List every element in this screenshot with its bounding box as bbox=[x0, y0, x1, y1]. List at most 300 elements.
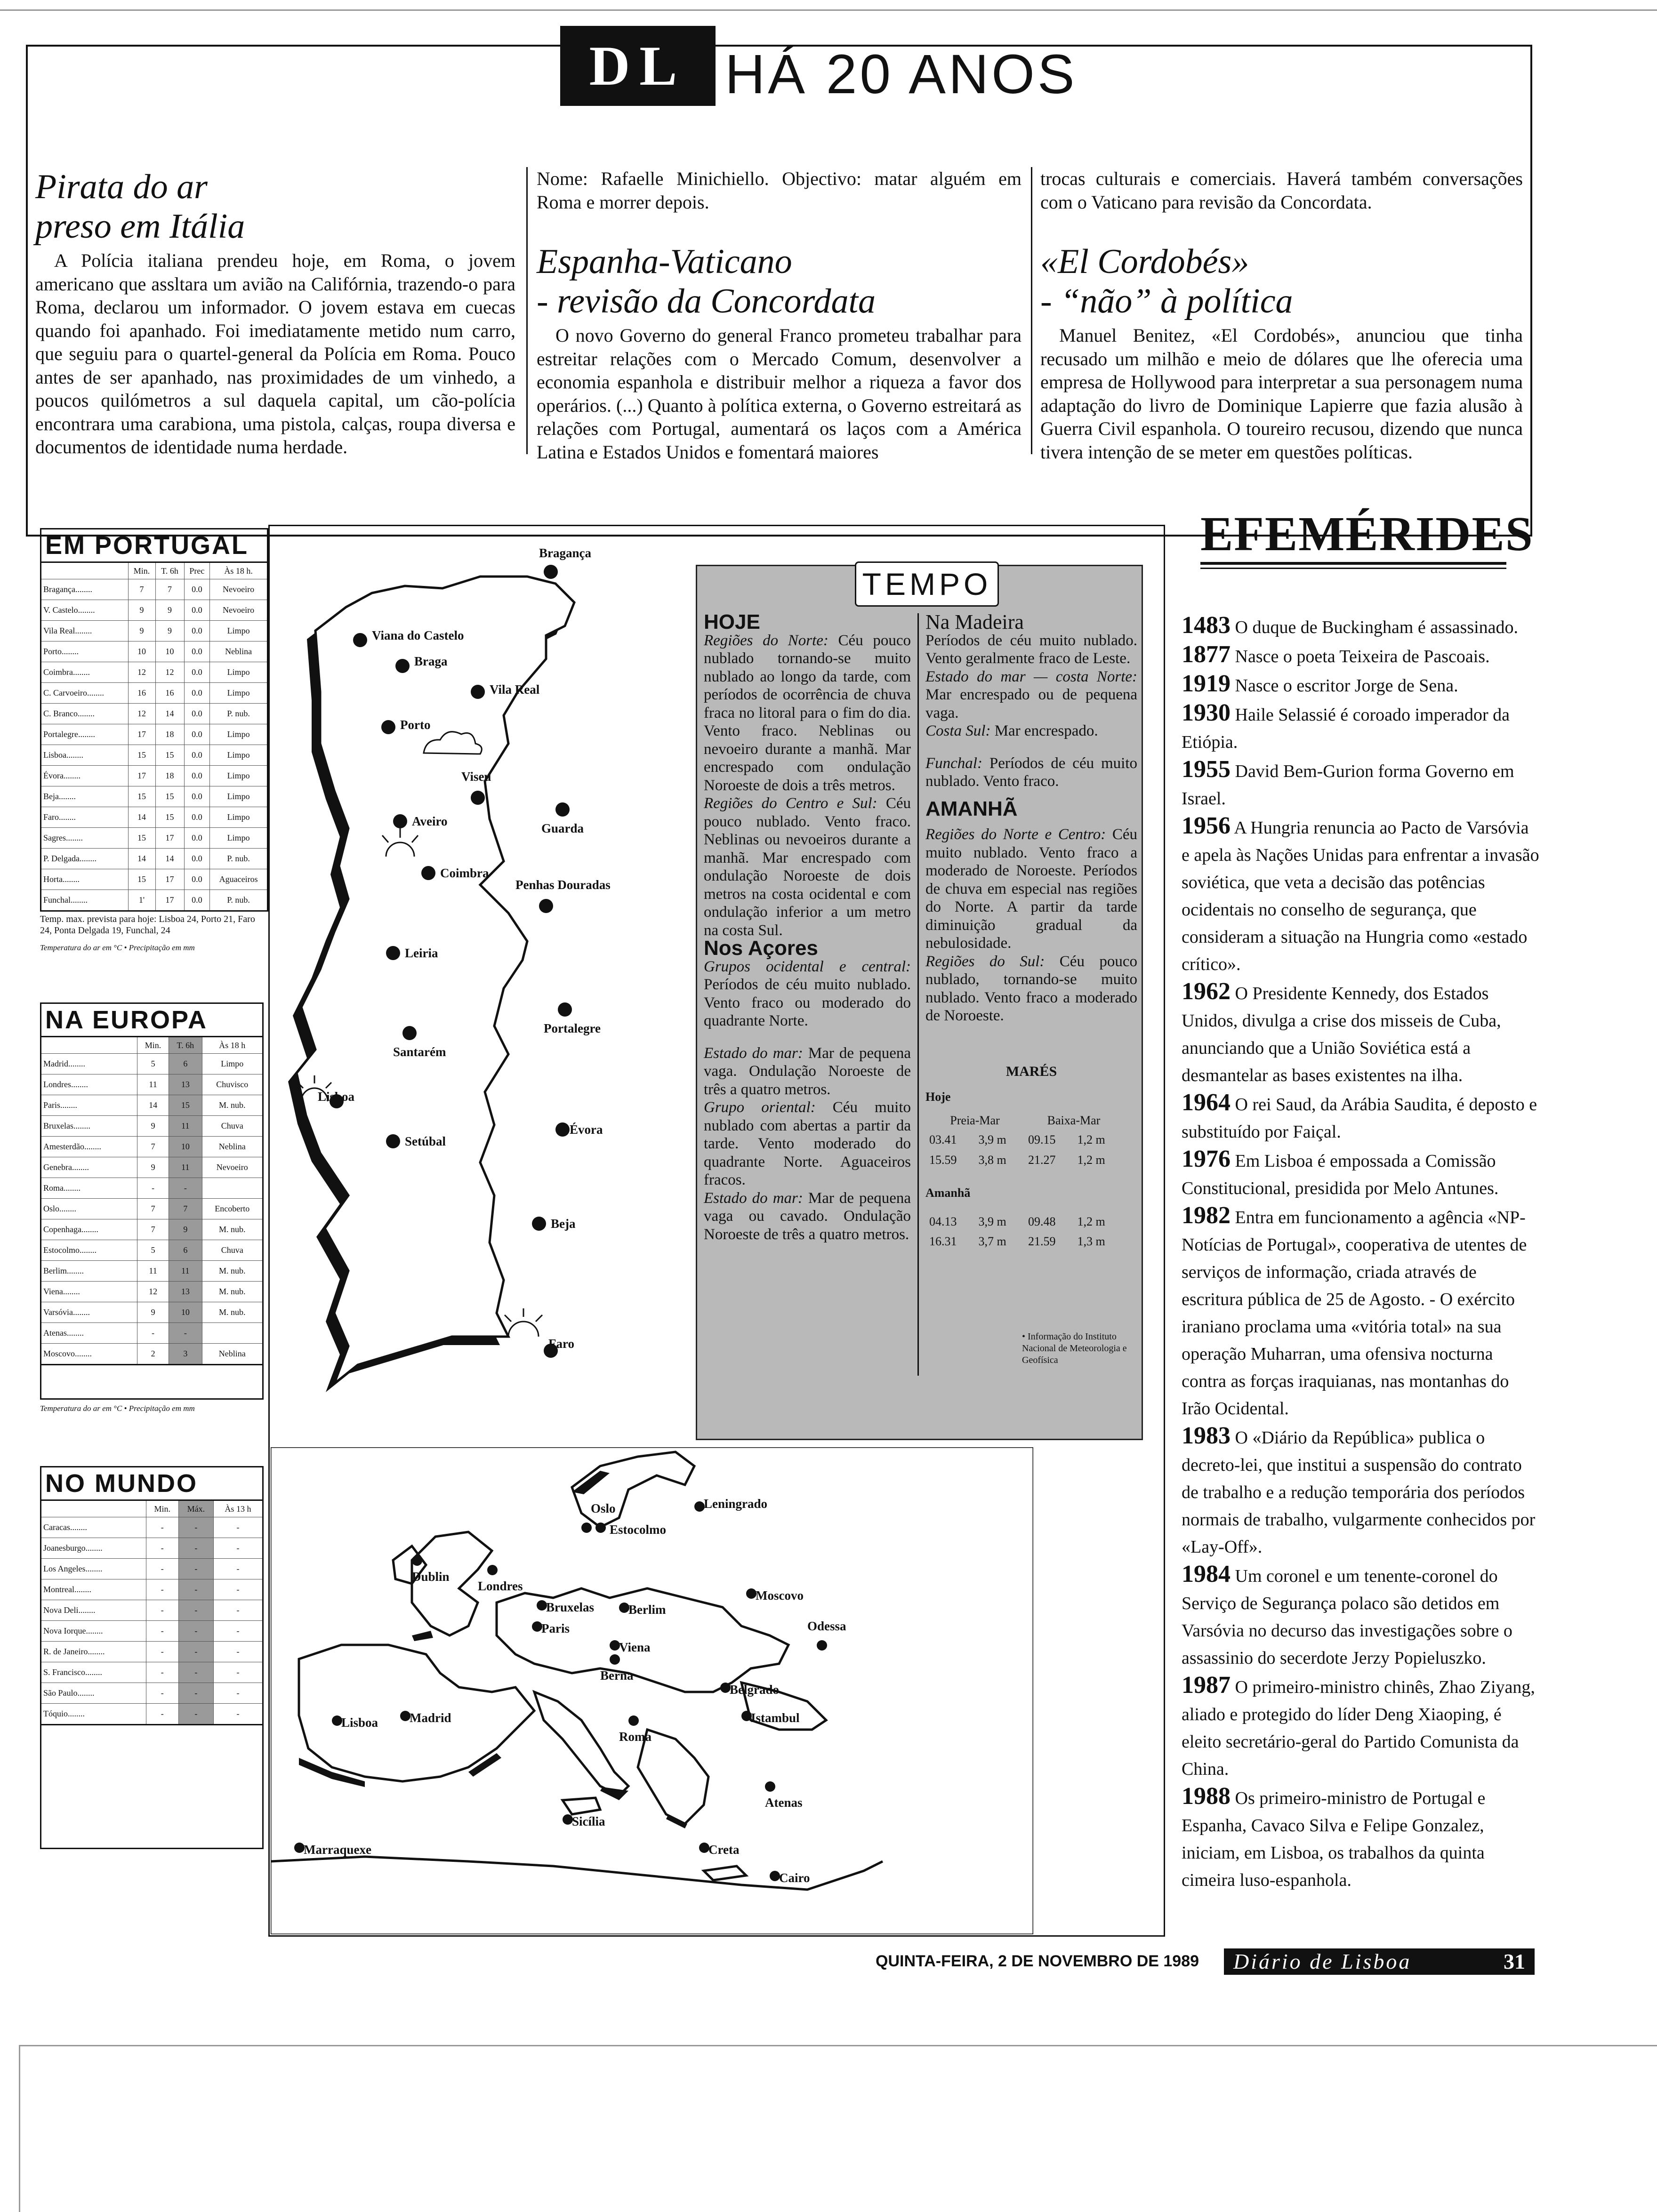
efemeride-entry bbox=[1182, 641, 1539, 670]
efemeride-entry bbox=[1182, 1783, 1539, 1894]
table-cell: - bbox=[213, 1559, 263, 1579]
region-label: Regiões do Norte: bbox=[704, 632, 828, 649]
section-title: HÁ 20 ANOS bbox=[725, 43, 1078, 105]
efemeride-year: 1930 bbox=[1182, 699, 1231, 726]
table-cell: - bbox=[178, 1704, 213, 1725]
table-cell: 0.0 bbox=[184, 683, 210, 704]
city-label: Madrid bbox=[410, 1711, 451, 1725]
city-label: Vila Real bbox=[490, 682, 540, 697]
table-cell: 0.0 bbox=[184, 869, 210, 890]
table-row bbox=[41, 1621, 263, 1642]
city-label: Lisboa bbox=[318, 1090, 355, 1104]
table-note: Temp. max. prevista para hoje: Lisboa 24, Porto 21, Faro 24, Ponta Delgada 19, Funchal, 24 bbox=[40, 914, 255, 936]
table-cell: Nova Deli........ bbox=[41, 1600, 146, 1621]
column-header: Às 18 h bbox=[202, 1037, 263, 1054]
table-header-row bbox=[41, 562, 268, 579]
city-label: Viana do Castelo bbox=[372, 628, 464, 642]
city-dot-icon bbox=[619, 1603, 629, 1613]
table-cell: Coimbra........ bbox=[41, 662, 129, 683]
city-dot-icon bbox=[610, 1654, 620, 1665]
table-cell: 0.0 bbox=[184, 600, 210, 621]
table-row bbox=[41, 1538, 263, 1559]
table-cell: 0.0 bbox=[184, 724, 210, 745]
table-cell: 14 bbox=[137, 1095, 169, 1116]
table-cell: Porto........ bbox=[41, 641, 129, 662]
city-dot-icon bbox=[610, 1640, 620, 1651]
table-cell: 7 bbox=[128, 579, 155, 600]
table-cell: P. nub. bbox=[210, 704, 268, 724]
table-cell: 9 bbox=[169, 1219, 202, 1240]
column-header: Min. bbox=[137, 1037, 169, 1054]
table-cell: 10 bbox=[128, 641, 155, 662]
efemeride-text: A Hungria renuncia ao Pacto de Varsóvia e apela às Nações Unidas para enfrentar a invasão soviética, que veta a decisão das potências ocidentais no conselho de segurança, que consideram a situação na Hungria como «estado crítico». bbox=[1182, 818, 1539, 974]
tide-cell: 3,8 m bbox=[978, 1153, 1006, 1167]
table-row bbox=[41, 1054, 263, 1074]
table-cell: 14 bbox=[155, 849, 184, 869]
table-cell: M. nub. bbox=[202, 1282, 263, 1302]
table-row bbox=[41, 1344, 263, 1365]
table-title: NO MUNDO bbox=[40, 1466, 264, 1499]
preia-mar-header: Preia-Mar bbox=[950, 1113, 1000, 1127]
efemeride-text: O Presidente Kennedy, dos Estados Unidos, divulga a crise dos misseis de Cuba, anunciando que a União Soviética está a desmantelar as bases existentes na ilha. bbox=[1182, 984, 1501, 1085]
column-header: Prec bbox=[184, 562, 210, 579]
table-cell: Viena........ bbox=[41, 1282, 137, 1302]
column-header: Min. bbox=[128, 562, 155, 579]
tide-cell: 03.41 bbox=[929, 1133, 957, 1146]
forecast-text: Céu pouco nublado tornando-se muito nublado ao longo da tarde, com períodos de ocorrência de chuva fraca no litoral para o fim do dia. Vento fraco. Neblinas ou nevoeiro durante a manhã. Mar encrespado com ondulação Noroeste de dois a três metros. bbox=[704, 632, 911, 794]
table-row bbox=[41, 1157, 263, 1178]
city-dot-icon bbox=[563, 1814, 573, 1825]
table-cell: Limpo bbox=[210, 724, 268, 745]
table-cell: 9 bbox=[128, 600, 155, 621]
table-cell: Paris........ bbox=[41, 1095, 137, 1116]
city-label: Moscovo bbox=[756, 1588, 804, 1603]
city-label: Porto bbox=[400, 718, 431, 732]
table-filler bbox=[40, 1725, 264, 1849]
table-row bbox=[41, 1282, 263, 1302]
table-cell: 7 bbox=[155, 579, 184, 600]
table-row bbox=[41, 641, 268, 662]
city-label: Cairo bbox=[779, 1871, 810, 1885]
table-cell: 15 bbox=[155, 807, 184, 828]
table-filler bbox=[40, 1365, 264, 1400]
column-header bbox=[41, 562, 129, 579]
table-row bbox=[41, 724, 268, 745]
column-header bbox=[41, 1500, 146, 1517]
table-cell: 10 bbox=[169, 1302, 202, 1323]
table-row bbox=[41, 1261, 263, 1282]
table-cell: Faro........ bbox=[41, 807, 129, 828]
page-rule bbox=[19, 2045, 1657, 2046]
table-row bbox=[41, 745, 268, 766]
table-cell: M. nub. bbox=[202, 1219, 263, 1240]
efemeride-text: O primeiro-ministro chinês, Zhao Ziyang, aliado e protegido do líder Deng Xiaoping, é eleito secretário-geral do Partido Comunista da China. bbox=[1182, 1677, 1535, 1779]
table-row bbox=[41, 1095, 263, 1116]
table-cell: - bbox=[213, 1579, 263, 1600]
title-underline bbox=[1200, 568, 1506, 569]
city-label: Aveiro bbox=[412, 814, 448, 828]
efemerides-list bbox=[1182, 612, 1539, 1894]
city-dot-icon bbox=[400, 1711, 410, 1721]
city-dot-icon bbox=[332, 1715, 342, 1726]
table-cell: - bbox=[213, 1642, 263, 1662]
table-cell: Funchal........ bbox=[41, 890, 129, 911]
tempo-source: • Informação do Instituto Nacional de Meteorologia e Geofísica bbox=[1022, 1331, 1127, 1365]
city-label: Londres bbox=[478, 1579, 523, 1593]
table-cell: Amesterdão........ bbox=[41, 1137, 137, 1157]
forecast-text: Períodos de céu muito nublado. Vento geralmente fraco de Leste. bbox=[925, 632, 1137, 667]
table-cell: Chuvisco bbox=[202, 1074, 263, 1095]
table-cell: - bbox=[213, 1662, 263, 1683]
table-cell: 11 bbox=[169, 1116, 202, 1137]
city-label: Estocolmo bbox=[610, 1523, 666, 1537]
paper-name: Diário de Lisboa bbox=[1233, 1949, 1412, 1973]
city-dot-icon bbox=[381, 720, 395, 734]
headline-line-1: Pirata do ar bbox=[35, 168, 208, 206]
region-label: Regiões do Norte e Centro: bbox=[925, 826, 1106, 843]
efemeride-entry bbox=[1182, 670, 1539, 699]
city-dot-icon bbox=[421, 866, 435, 880]
tide-cell: 16.31 bbox=[929, 1234, 957, 1248]
table-cell: P. Delgada........ bbox=[41, 849, 129, 869]
table-cell: 12 bbox=[128, 704, 155, 724]
table-cell: 0.0 bbox=[184, 641, 210, 662]
table-cell: 13 bbox=[169, 1282, 202, 1302]
headline-line-2: - “não” à política bbox=[1040, 282, 1293, 321]
amanha-heading: AMANHÃ bbox=[925, 797, 1018, 820]
forecast-text: Mar encrespado. bbox=[994, 722, 1098, 739]
article-pirata bbox=[35, 167, 515, 459]
column-divider bbox=[526, 167, 528, 454]
table-cell: - bbox=[146, 1683, 178, 1704]
forecast-text: Céu pouco nublado, tornando-se muito nublado. Vento fraco a moderado de Noroeste. bbox=[925, 953, 1137, 1024]
tide-cell: 15.59 bbox=[929, 1153, 957, 1167]
article-cordobes bbox=[1040, 167, 1523, 464]
tempo-panel bbox=[696, 565, 1143, 1440]
city-dot-icon bbox=[694, 1501, 705, 1512]
table-cell: - bbox=[178, 1538, 213, 1559]
city-label: Leningrado bbox=[704, 1497, 768, 1511]
table-cell: - bbox=[213, 1517, 263, 1538]
portugal-weather-table bbox=[40, 528, 268, 953]
table-cell: 17 bbox=[155, 828, 184, 849]
efemeride-year: 1983 bbox=[1182, 1422, 1231, 1449]
table-cell: - bbox=[213, 1621, 263, 1642]
table-row bbox=[41, 1219, 263, 1240]
table-cell: Caracas........ bbox=[41, 1517, 146, 1538]
table-cell: 9 bbox=[137, 1157, 169, 1178]
forecast-text: Céu pouco nublado. Vento fraco. Neblinas ou nevoeiros durante a manhã. Mar encrespado com ondulação Noroeste de dois metros na costa ocidental e com ondulação inferior a um metro na costa Sul. bbox=[704, 795, 911, 939]
city-label: Roma bbox=[619, 1730, 652, 1744]
table-cell: 17 bbox=[155, 890, 184, 911]
table-cell: - bbox=[213, 1704, 263, 1725]
city-label: Viena bbox=[619, 1640, 651, 1654]
table-cell: 14 bbox=[128, 849, 155, 869]
table-cell: Varsóvia........ bbox=[41, 1302, 137, 1323]
article-body: Manuel Benitez, «El Cordobés», anunciou que tinha recusado um milhão e meio de dólares que lhe oferecia uma empresa de Hollywood para interpretar a sua personagem numa adaptação do livro de Dominique Lapierre que fazia alusão à Guerra Civil espanhola. O toureiro recusou, dizendo que nunca tivera intenção de se meter em questões políticas. bbox=[1040, 325, 1523, 463]
table-row bbox=[41, 1642, 263, 1662]
efemeride-entry bbox=[1182, 1089, 1539, 1146]
table-cell: - bbox=[146, 1662, 178, 1683]
table-cell: Neblina bbox=[202, 1344, 263, 1365]
article-espanha bbox=[537, 167, 1022, 464]
city-dot-icon bbox=[294, 1843, 305, 1853]
headline-line-2: - revisão da Concordata bbox=[537, 282, 876, 321]
table-row bbox=[41, 807, 268, 828]
table-cell: 12 bbox=[155, 662, 184, 683]
table-row bbox=[41, 869, 268, 890]
table-row bbox=[41, 1579, 263, 1600]
city-label: Dublin bbox=[412, 1570, 450, 1584]
mares-amanha-label: Amanhã bbox=[925, 1186, 971, 1200]
table-cell: Estocolmo........ bbox=[41, 1240, 137, 1261]
table-cell: - bbox=[178, 1642, 213, 1662]
column-header: Às 18 h. bbox=[210, 562, 268, 579]
city-dot-icon bbox=[628, 1715, 639, 1726]
table-row bbox=[41, 1074, 263, 1095]
efemeride-year: 1483 bbox=[1182, 612, 1231, 639]
region-label: Regiões do Centro e Sul: bbox=[704, 795, 877, 812]
city-dot-icon bbox=[595, 1523, 606, 1533]
forecast-text: Períodos de céu muito nublado. Vento fraco. bbox=[925, 754, 1138, 790]
baixa-mar-header: Baixa-Mar bbox=[1047, 1113, 1101, 1127]
city-label: Paris bbox=[541, 1621, 570, 1635]
table-cell: - bbox=[178, 1683, 213, 1704]
table-cell: P. nub. bbox=[210, 890, 268, 911]
city-dot-icon bbox=[532, 1621, 542, 1632]
city-label: Setúbal bbox=[405, 1134, 446, 1148]
table-cell bbox=[202, 1178, 263, 1199]
region-label: Grupos ocidental e central: bbox=[704, 958, 911, 975]
table-cell: Berlim........ bbox=[41, 1261, 137, 1282]
table-cell: - bbox=[213, 1538, 263, 1559]
city-label: Bragança bbox=[539, 546, 591, 560]
efemeride-text: O duque de Buckingham é assassinado. bbox=[1235, 617, 1519, 637]
mares-table bbox=[925, 1212, 1123, 1252]
table-row bbox=[41, 1199, 263, 1219]
column-header bbox=[41, 1037, 137, 1054]
table-cell: 0.0 bbox=[184, 704, 210, 724]
efemeride-year: 1955 bbox=[1182, 756, 1231, 783]
table-cell: M. nub. bbox=[202, 1095, 263, 1116]
mares-hoje-label: Hoje bbox=[925, 1090, 951, 1104]
table-cell: Neblina bbox=[202, 1137, 263, 1157]
table-cell: 12 bbox=[137, 1282, 169, 1302]
table-cell: Limpo bbox=[210, 807, 268, 828]
table-cell: Limpo bbox=[210, 828, 268, 849]
mares-title: MARÉS bbox=[1005, 1063, 1057, 1079]
table-row bbox=[41, 1600, 263, 1621]
table-row bbox=[41, 1178, 263, 1199]
table-cell: - bbox=[146, 1579, 178, 1600]
table-cell: C. Carvoeiro........ bbox=[41, 683, 129, 704]
table-cell: 0.0 bbox=[184, 849, 210, 869]
table-cell: M. nub. bbox=[202, 1302, 263, 1323]
table-cell: 11 bbox=[169, 1261, 202, 1282]
top-rule bbox=[0, 9, 1657, 11]
article-lead: Nome: Rafaelle Minichiello. Objectivo: matar alguém em Roma e morrer depois. bbox=[537, 168, 1022, 213]
region-label: Estado do mar — costa Norte: bbox=[925, 668, 1137, 685]
data-table bbox=[40, 561, 268, 912]
tide-cell: 3,9 m bbox=[978, 1133, 1006, 1146]
table-cell: 9 bbox=[128, 621, 155, 641]
table-cell: 5 bbox=[137, 1240, 169, 1261]
tide-row bbox=[925, 1150, 1123, 1170]
tide-cell: 1,2 m bbox=[1077, 1133, 1105, 1146]
city-dot-icon bbox=[555, 802, 570, 817]
column-divider bbox=[917, 613, 919, 1376]
table-cell: Londres........ bbox=[41, 1074, 137, 1095]
efemeride-entry bbox=[1182, 1672, 1539, 1783]
city-dot-icon bbox=[537, 1600, 547, 1611]
forecast-text: Céu muito nublado. Vento fraco a moderado de Noroeste. Períodos de chuva em especial nas regiões do Norte. A partir da tarde diminuição gradual da nebulosidade. bbox=[925, 826, 1137, 952]
table-cell: Chuva bbox=[202, 1116, 263, 1137]
city-dot-icon bbox=[471, 791, 485, 805]
forecast-text: Mar de pequena vaga. Ondulação Noroeste de três a quatro metros. bbox=[704, 1044, 911, 1098]
city-dot-icon bbox=[699, 1843, 709, 1853]
table-row bbox=[41, 1302, 263, 1323]
efemeride-text: O «Diário da República» publica o decreto-lei, que institui a suspensão do contrato de trabalho e a redução temporária dos períodos normais de trabalho, vulgarmente conhecidos por «Lay-Off». bbox=[1182, 1428, 1536, 1557]
city-dot-icon bbox=[471, 685, 485, 699]
city-dot-icon bbox=[765, 1781, 775, 1792]
tide-row bbox=[925, 1212, 1123, 1232]
efemeride-text: Nasce o escritor Jorge de Sena. bbox=[1235, 676, 1458, 696]
efemeride-year: 1984 bbox=[1182, 1561, 1231, 1587]
efemeride-year: 1964 bbox=[1182, 1089, 1231, 1116]
headline-line-1: Espanha-Vaticano bbox=[537, 242, 792, 281]
table-cell: Limpo bbox=[210, 662, 268, 683]
table-cell: - bbox=[169, 1178, 202, 1199]
table-row bbox=[41, 683, 268, 704]
table-cell: 0.0 bbox=[184, 662, 210, 683]
column-header: Máx. bbox=[178, 1500, 213, 1517]
table-note: Temperatura do ar em °C • Precipitação em mm bbox=[40, 943, 195, 952]
europe-city-layer bbox=[271, 1447, 1033, 1934]
tide-row bbox=[925, 1232, 1123, 1252]
table-cell: - bbox=[213, 1683, 263, 1704]
city-dot-icon bbox=[487, 1565, 498, 1575]
forecast-text: Mar de pequena vaga ou cavado. Ondulação Noroeste de três a quatro metros. bbox=[704, 1189, 911, 1243]
table-cell: 11 bbox=[169, 1157, 202, 1178]
table-cell: 15 bbox=[155, 745, 184, 766]
table-cell: 0.0 bbox=[184, 828, 210, 849]
table-cell: Portalegre........ bbox=[41, 724, 129, 745]
efemeride-entry bbox=[1182, 1422, 1539, 1561]
city-dot-icon bbox=[817, 1640, 827, 1651]
region-label: Funchal: bbox=[925, 754, 982, 772]
region-label: Estado do mar: bbox=[704, 1044, 803, 1062]
table-title: NA EUROPA bbox=[40, 1002, 264, 1036]
table-cell: 16 bbox=[155, 683, 184, 704]
table-header-row bbox=[41, 1037, 263, 1054]
table-cell: Neblina bbox=[210, 641, 268, 662]
efemeride-year: 1976 bbox=[1182, 1146, 1231, 1172]
table-cell: 11 bbox=[137, 1261, 169, 1282]
article-body: O novo Governo do general Franco prometeu trabalhar para estreitar relações com o Mercado Comum, desenvolver a economia espanhola e distribuir melhor a riqueza a favor dos operários. (...) Quanto à política externa, o Governo estreitará as relações com Portugal, aumentará os laços com a América Latina e Estados Unidos e fomentará maiores bbox=[537, 325, 1022, 463]
column-divider bbox=[1031, 167, 1032, 454]
city-dot-icon bbox=[555, 1122, 570, 1137]
efemeride-text: O rei Saud, da Arábia Saudita, é deposto e substituído por Faiçal. bbox=[1182, 1095, 1537, 1142]
efemeride-entry bbox=[1182, 1561, 1539, 1672]
city-label: Odessa bbox=[807, 1619, 846, 1633]
table-row bbox=[41, 828, 268, 849]
table-cell: 15 bbox=[169, 1095, 202, 1116]
table-row bbox=[41, 600, 268, 621]
tempo-title: TEMPO bbox=[855, 561, 999, 607]
forecast-text: Céu muito nublado com abertas a partir da tarde. Vento moderado do quadrante Norte. Aguaceiros fracos. bbox=[704, 1099, 911, 1188]
table-cell: Bragança........ bbox=[41, 579, 129, 600]
table-cell: Genebra........ bbox=[41, 1157, 137, 1178]
region-label: Grupo oriental: bbox=[704, 1099, 816, 1116]
efemeride-text: David Bem-Gurion forma Governo em Israel. bbox=[1182, 761, 1514, 809]
city-label: Braga bbox=[414, 654, 448, 668]
efemeride-entry bbox=[1182, 612, 1539, 641]
column-header: T. 6h bbox=[155, 562, 184, 579]
efemeride-text: Os primeiro-ministro de Portugal e Espanha, Cavaco Silva e Felipe Gonzalez, iniciam, em Lisboa, os trabalhos da quinta cimeira luso-espanhola. bbox=[1182, 1788, 1486, 1890]
tide-cell: 1,2 m bbox=[1077, 1153, 1105, 1167]
table-cell: P. nub. bbox=[210, 849, 268, 869]
table-cell: 0.0 bbox=[184, 890, 210, 911]
table-cell: - bbox=[146, 1704, 178, 1725]
table-cell: S. Francisco........ bbox=[41, 1662, 146, 1683]
city-label: Guarda bbox=[541, 821, 584, 835]
table-cell: - bbox=[213, 1600, 263, 1621]
efemeride-entry bbox=[1182, 812, 1539, 978]
table-cell: Sagres........ bbox=[41, 828, 129, 849]
city-dot-icon bbox=[581, 1523, 592, 1533]
tide-cell: 21.27 bbox=[1028, 1153, 1056, 1167]
city-dot-icon bbox=[412, 1555, 422, 1566]
table-row bbox=[41, 890, 268, 911]
efemeride-entry bbox=[1182, 756, 1539, 812]
column-header: Às 13 h bbox=[213, 1500, 263, 1517]
table-row bbox=[41, 621, 268, 641]
table-cell: Aguaceiros bbox=[210, 869, 268, 890]
city-dot-icon bbox=[558, 1002, 572, 1017]
headline-line-2: preso em Itália bbox=[35, 207, 245, 246]
table-cell: Chuva bbox=[202, 1240, 263, 1261]
table-cell: São Paulo........ bbox=[41, 1683, 146, 1704]
europe-weather-table bbox=[40, 1002, 264, 1414]
city-label: Portalegre bbox=[544, 1021, 601, 1035]
table-cell: Nevoeiro bbox=[202, 1157, 263, 1178]
tempo-left-column bbox=[704, 610, 911, 1243]
table-cell: 12 bbox=[128, 662, 155, 683]
efemeride-entry bbox=[1182, 699, 1539, 756]
table-cell: 14 bbox=[128, 807, 155, 828]
table-cell: Limpo bbox=[210, 683, 268, 704]
table-cell: Nevoeiro bbox=[210, 579, 268, 600]
table-row bbox=[41, 579, 268, 600]
efemeride-entry bbox=[1182, 1202, 1539, 1422]
table-cell: Madrid........ bbox=[41, 1054, 137, 1074]
tide-cell: 3,7 m bbox=[978, 1234, 1006, 1248]
tide-cell: 1,2 m bbox=[1077, 1214, 1105, 1228]
table-header-row bbox=[41, 1500, 263, 1517]
mares-table bbox=[925, 1111, 1123, 1170]
table-cell: Limpo bbox=[210, 766, 268, 786]
table-cell: 13 bbox=[169, 1074, 202, 1095]
table-cell: - bbox=[146, 1642, 178, 1662]
table-cell: 15 bbox=[128, 828, 155, 849]
efemeride-year: 1877 bbox=[1182, 641, 1231, 668]
table-cell: 18 bbox=[155, 724, 184, 745]
city-dot-icon bbox=[720, 1683, 731, 1693]
table-cell: - bbox=[178, 1579, 213, 1600]
tide-cell: 3,9 m bbox=[978, 1214, 1006, 1228]
column-header: Min. bbox=[146, 1500, 178, 1517]
table-cell: - bbox=[146, 1559, 178, 1579]
